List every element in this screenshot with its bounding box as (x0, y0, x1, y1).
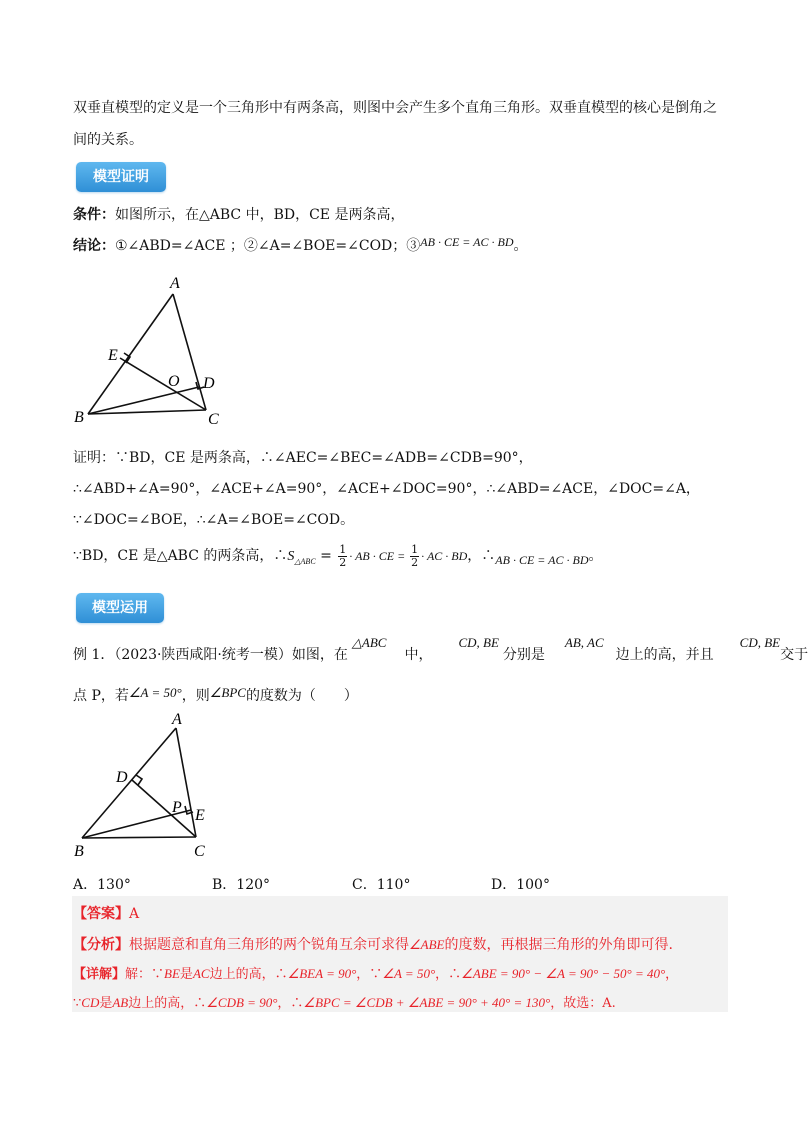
conclusion-label: 结论： (73, 238, 115, 254)
intro-line-2: 间的关系。 (73, 132, 143, 148)
proof-line-4-b: ，∴ (467, 548, 496, 564)
fig1-label-D: D (203, 375, 215, 392)
option-c[interactable] (352, 874, 410, 894)
section-badge-proof: 模型证明 (76, 162, 166, 192)
detail-e: ，∴ (435, 967, 462, 982)
proof-line-4-end: 。 (588, 548, 603, 564)
area-eq: = (315, 548, 337, 564)
fig2-label-A: A (172, 711, 182, 728)
triangle-figure-1 (60, 270, 260, 430)
proof-line-2: ∴∠ABD+∠A=90°，∠ACE+∠A=90°，∠ACE+∠DOC=90°，∴∠ABD=∠ACE，∠DOC=∠A， (73, 481, 700, 497)
proof-line-1-text: 证明：∵BD，CE 是两条高，∴∠AEC=∠BEC=∠ADB=∠CDB=90°， (73, 450, 533, 466)
detail-c: 边上的高，∴ (209, 967, 288, 982)
conclusion-line (73, 236, 528, 256)
area-term-2: · AC · BD (421, 549, 468, 563)
analysis-a: 根据题意和直角三角形的两个锐角互余可求得 (129, 937, 409, 953)
detail-d: ，∵ (356, 967, 383, 982)
detail-line-2-c: 边上的高，∴ (128, 996, 207, 1011)
conclusion-formula: AB · CE = AC · BD (420, 235, 514, 249)
fig1-label-C: C (208, 411, 219, 428)
proof-line-3: ∵∠DOC=∠BOE，∴∠A=∠BOE=∠COD。 (73, 512, 355, 528)
fig1-label-E: E (108, 347, 118, 364)
detail-b: 是 (179, 967, 193, 982)
fig2-label-E: E (195, 807, 205, 824)
detail-line-2-d: ，∴ (277, 996, 304, 1011)
area-symbol: S (287, 549, 295, 564)
option-b-value: 120° (236, 877, 271, 893)
condition-label: 条件： (73, 207, 115, 223)
detail-line-2-a: ∵ (73, 996, 82, 1011)
detail-be: BE (164, 966, 180, 981)
half-num-2: 1 (411, 542, 419, 556)
option-d[interactable] (491, 874, 550, 894)
example-line-2-c: 的度数为（ ） (245, 688, 358, 704)
detail-ac: AC (192, 966, 210, 981)
final-formula: AB · CE = AC · BD (495, 553, 589, 567)
half-num-1: 1 (339, 542, 347, 556)
detail-cdb: ∠CDB = 90° (206, 995, 278, 1010)
area-subscript: △ABC (294, 556, 316, 566)
option-d-letter: D． (491, 877, 517, 893)
half-den-1: 2 (339, 555, 347, 569)
example-line-2-a: 点 P，若 (73, 688, 129, 704)
condition-text: 如图所示，在△ABC 中，BD，CE 是两条高， (115, 207, 405, 223)
detail-label: 【详解】 (73, 967, 126, 982)
option-c-value: 110° (376, 877, 411, 893)
triangle-figure-2 (68, 706, 228, 862)
example-seg-1: CD, BE (458, 635, 499, 650)
example-zhong: 中， (404, 647, 433, 663)
half-fraction-2 (410, 544, 419, 569)
option-a[interactable] (73, 874, 131, 894)
option-b-letter: B． (212, 877, 237, 893)
detail-bea: ∠BEA = 90° (287, 966, 357, 981)
answer-label: 【答案】 (73, 906, 129, 922)
proof-line-4-a: ∵BD，CE 是△ABC 的两条高，∴ (73, 548, 288, 564)
example-line-1 (73, 635, 808, 665)
fig2-label-B: B (74, 843, 84, 860)
detail-bpc-calc: ∠BPC = ∠CDB + ∠ABE = 90° + 40° = 130° (303, 995, 551, 1010)
detail-line-2-e: ，故选：A. (550, 996, 616, 1011)
analysis-b: 的度数，再根据三角形的外角即可得. (444, 937, 673, 953)
answer-value: A (129, 906, 140, 922)
analysis-label: 【分析】 (73, 937, 129, 953)
example-angle-bpc: ∠BPC (209, 685, 246, 700)
detail-line-2 (73, 993, 616, 1014)
detail-f: ， (665, 967, 679, 982)
detail-abe-calc: ∠ABE = 90° − ∠A = 90° − 50° = 40° (461, 966, 666, 981)
option-c-letter: C． (352, 877, 377, 893)
area-term-1: · AB · CE = (349, 549, 409, 563)
example-fenbie: 分别是 (502, 647, 545, 663)
proof-line-4 (73, 543, 603, 575)
fig2-label-D: D (116, 769, 128, 786)
detail-a50: ∠A = 50° (382, 966, 436, 981)
example-triangle: △ABC (351, 635, 387, 650)
example-prefix: 例 1．（2023·陕西咸阳·统考一模）如图，在 (73, 647, 348, 663)
proof-line-1 (73, 448, 533, 468)
answer-line (73, 904, 139, 924)
analysis-line (73, 935, 673, 955)
example-angle-a: ∠A = 50° (128, 685, 182, 700)
detail-line-2-b: 是 (99, 996, 113, 1011)
half-fraction-1 (338, 544, 347, 569)
detail-cd: CD (81, 995, 100, 1010)
detail-line-1 (73, 964, 678, 985)
option-a-letter: A． (73, 877, 98, 893)
detail-a: 解：∵ (125, 967, 165, 982)
example-jiao: 交于 (780, 647, 808, 663)
example-seg-2: AB, AC (564, 635, 604, 650)
example-line-2-b: ，则 (181, 688, 210, 704)
example-bian: 边上的高，并且 (615, 647, 714, 663)
example-seg-3: CD, BE (739, 635, 781, 650)
half-den-2: 2 (411, 555, 419, 569)
example-line-2 (73, 686, 358, 706)
fig1-label-B: B (74, 409, 84, 426)
option-b[interactable] (212, 874, 270, 894)
fig1-label-A: A (170, 275, 180, 292)
section-badge-application: 模型运用 (76, 593, 164, 623)
detail-ab: AB (112, 995, 129, 1010)
fig1-label-O: O (168, 373, 180, 390)
fig2-label-C: C (194, 843, 205, 860)
analysis-angle: ∠ABE (409, 937, 445, 952)
conclusion-text: ①∠ABD=∠ACE ；②∠A=∠BOE=∠COD；③ (115, 238, 421, 254)
conclusion-end: 。 (513, 238, 528, 254)
option-d-value: 100° (516, 877, 550, 893)
condition-line (73, 205, 404, 225)
intro-line-1: 双垂直模型的定义是一个三角形中有两条高，则图中会产生多个直角三角形。双垂直模型的核心是倒角之 (73, 100, 717, 116)
fig2-label-P: P (172, 799, 182, 816)
option-a-value: 130° (97, 877, 131, 893)
